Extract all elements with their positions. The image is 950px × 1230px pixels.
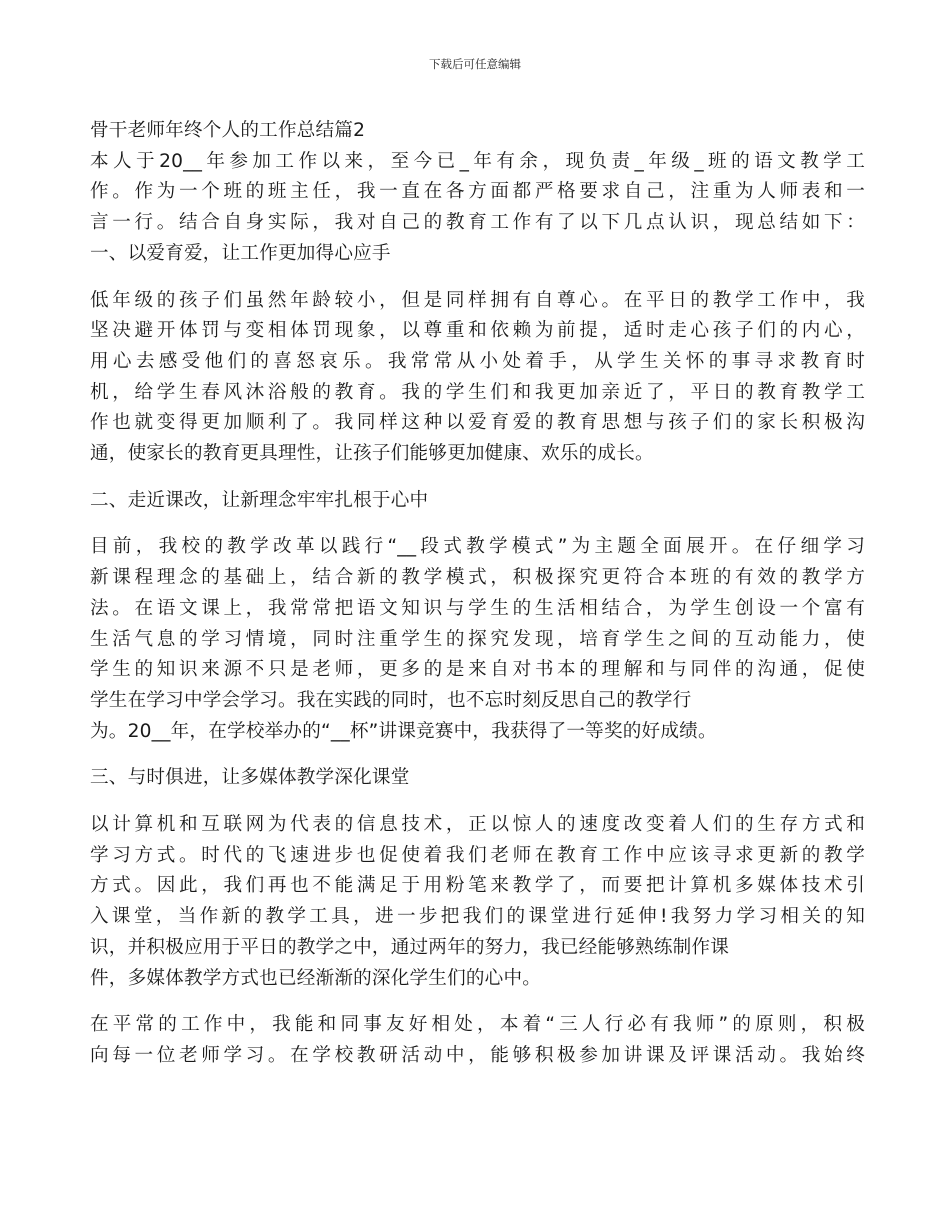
paragraph-line: 新课程理念的基础上，结合新的教学模式，积极探究更符合本班的有效的教学方 [90, 567, 865, 589]
document-title: 骨干老师年终个人的工作总结篇2 [90, 120, 366, 141]
paragraph-line: 机，给学生春风沐浴般的教育。我的学生们和我更加亲近了，平日的教育教学工 [90, 381, 865, 403]
intro-line: 言一行。结合自身实际，我对自己的教育工作有了以下几点认识，现总结如下： [90, 212, 865, 234]
paragraph-line: 用心去感受他们的喜怒哀乐。我常常从小处着手，从学生关怀的事寻求教育时 [90, 350, 865, 372]
paragraph-line: 入课堂，当作新的教学工具，进一步把我们的课堂进行延伸!我努力学习相关的知 [90, 906, 865, 928]
paragraph-line: 识，并积极应用于平日的教学之中，通过两年的努力，我已经能够熟练制作课 [90, 936, 729, 958]
section-heading: 二、走近课改，让新理念牢牢扎根于心中 [90, 489, 429, 511]
paragraph-line: 生活气息的学习情境，同时注重学生的探究发现，培育学生之间的互动能力，使 [90, 628, 865, 650]
paragraph-line: 学习方式。时代的飞速进步也促使着我们老师在教育工作中应该寻求更新的教学 [90, 844, 865, 866]
paragraph-line: 低年级的孩子们虽然年龄较小，但是同样拥有自尊心。在平日的教学工作中，我 [90, 289, 865, 311]
paragraph-gap [90, 516, 865, 532]
paragraph-line: 向每一位老师学习。在学校教研活动中，能够积极参加讲课及评课活动。我始终 [90, 1044, 865, 1066]
paragraph-line: 学生的知识来源不只是老师，更多的是来自对书本的理解和与同伴的沟通，促使 [90, 659, 865, 681]
intro-line: 本人于20__年参加工作以来，至今已_年有余，现负责_年级_班的语文教学工 [90, 150, 865, 172]
section-heading: 一、以爱育爱，让工作更加得心应手 [90, 242, 391, 264]
paragraph-gap [90, 470, 865, 486]
paragraph-line: 法。在语文课上，我常常把语文知识与学生的生活相结合，为学生创设一个富有 [90, 597, 865, 619]
paragraph-gap [90, 794, 865, 810]
paragraph-line: 在平常的工作中，我能和同事友好相处，本着“三人行必有我师”的原则，积极 [90, 1014, 865, 1036]
intro-line: 作。作为一个班的班主任，我一直在各方面都严格要求自己，注重为人师表和一 [90, 181, 865, 203]
paragraph-gap [90, 270, 865, 286]
paragraph-line: 件，多媒体教学方式也已经渐渐的深化学生们的心中。 [90, 967, 542, 989]
page-header: 下载后可任意编辑 [429, 57, 521, 71]
paragraph-line: 以计算机和互联网为代表的信息技术，正以惊人的速度改变着人们的生存方式和 [90, 814, 865, 836]
paragraph-line: 方式。因此，我们再也不能满足于用粉笔来教学了，而要把计算机多媒体技术引 [90, 875, 865, 897]
paragraph-gap [90, 747, 865, 763]
document-body [90, 116, 865, 1072]
section-heading: 三、与时俱进，让多媒体教学深化课堂 [90, 767, 410, 789]
paragraph-line: 坚决避开体罚与变相体罚现象，以尊重和依赖为前提，适时走心孩子们的内心， [90, 320, 865, 342]
paragraph-line: 学生在学习中学会学习。我在实践的同时，也不忘时刻反思自己的教学行 [90, 689, 692, 711]
paragraph-line: 为。20__年，在学校举办的“__杯”讲课竞赛中，我获得了一等奖的好成绩。 [90, 720, 717, 742]
paragraph-gap [90, 994, 865, 1010]
paragraph-line: 作也就变得更加顺利了。我同样这种以爱育爱的教育思想与孩子们的家长积极沟 [90, 412, 865, 434]
paragraph-line: 目前，我校的教学改革以践行“__段式教学模式”为主题全面展开。在仔细学习 [90, 536, 865, 558]
paragraph-line: 通，使家长的教育更具理性，让孩子们能够更加健康、欢乐的成长。 [90, 443, 654, 465]
